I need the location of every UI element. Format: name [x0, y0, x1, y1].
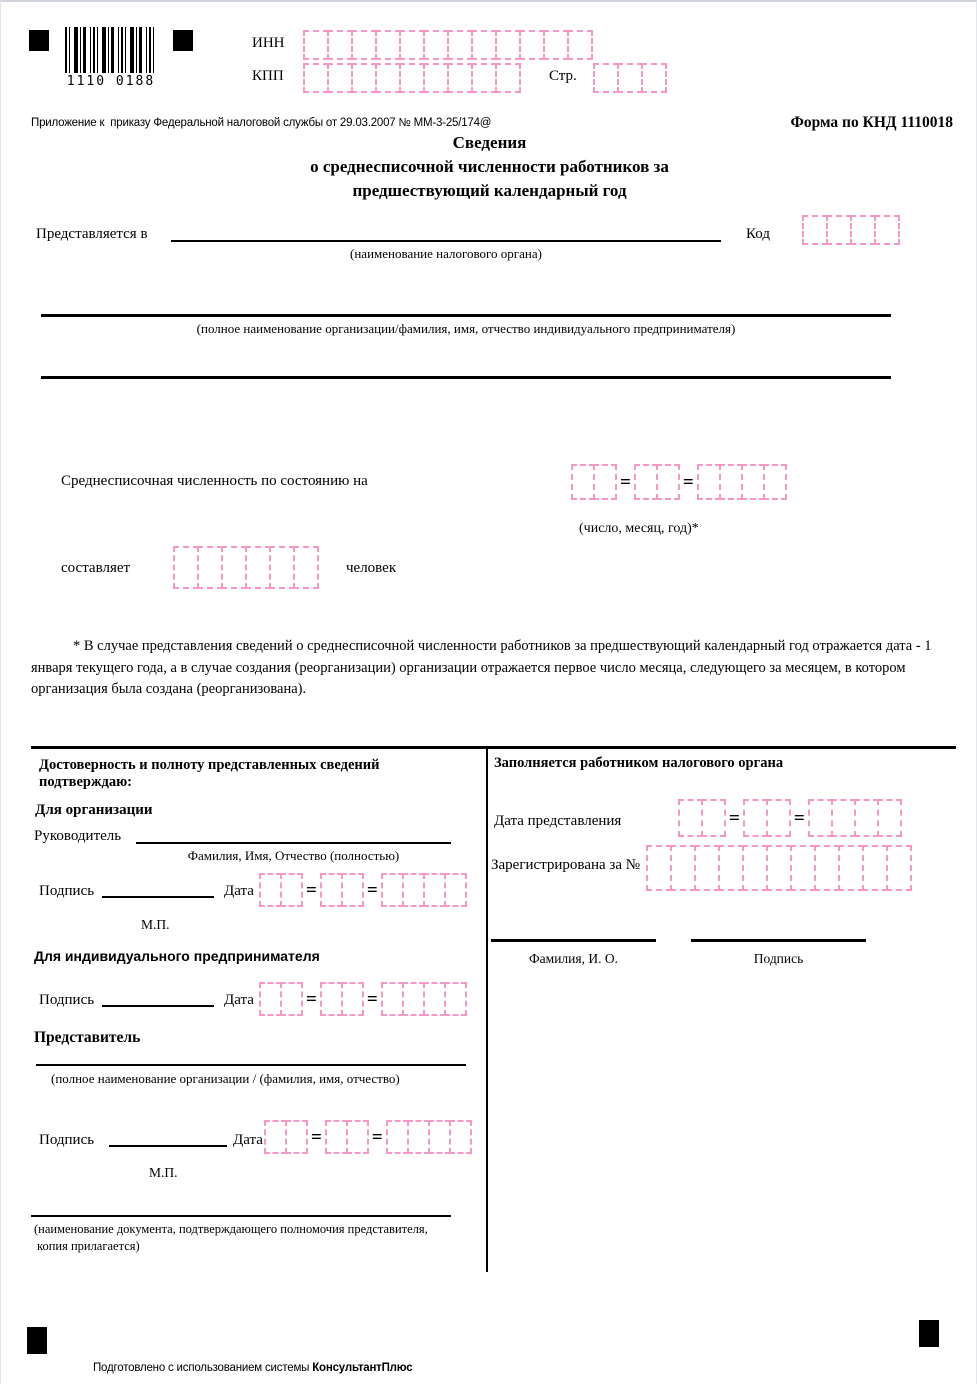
appendix-reference: Приложение к приказу Федеральной налоговой службы от 29.03.2007 № ММ-3-25/174@ — [31, 117, 492, 129]
input-cell[interactable] — [259, 982, 282, 1016]
input-cell[interactable] — [742, 845, 768, 891]
input-cell[interactable] — [173, 546, 199, 589]
barcode-bars-icon — [65, 27, 157, 73]
year-cells — [381, 982, 467, 1016]
input-cell[interactable] — [381, 982, 404, 1016]
input-cell[interactable] — [571, 464, 595, 500]
org-section-heading: Для организации — [35, 802, 153, 818]
input-cell[interactable] — [850, 215, 876, 245]
ip-date-label: Дата — [224, 992, 254, 1008]
credit-prefix: Подготовлено с использованием системы — [92, 1362, 313, 1374]
form-title-line3: предшествующий календарный год — [352, 181, 627, 200]
input-cell[interactable] — [327, 30, 353, 60]
input-cell[interactable] — [802, 215, 828, 245]
input-cell[interactable] — [320, 873, 343, 907]
input-cell[interactable] — [718, 845, 744, 891]
input-cell[interactable] — [697, 464, 721, 500]
unit-label: человек — [346, 560, 397, 576]
input-cell[interactable] — [327, 63, 353, 93]
credit-brand: КонсультантПлюс — [312, 1362, 413, 1374]
input-cell[interactable] — [593, 63, 619, 93]
head-of-org-label: Руководитель — [34, 828, 122, 844]
input-cell[interactable] — [814, 845, 840, 891]
org-name-line-1[interactable] — [41, 314, 891, 317]
ip-sign-label: Подпись — [39, 992, 95, 1008]
input-cell[interactable] — [407, 1120, 430, 1154]
input-cell[interactable] — [341, 982, 364, 1016]
input-cell[interactable] — [831, 799, 856, 837]
inspector-signature-line[interactable] — [691, 939, 866, 942]
day-cells — [678, 799, 726, 837]
day-cells — [264, 1120, 308, 1154]
inspector-sign-caption: Подпись — [753, 951, 804, 966]
inn-label: ИНН — [252, 35, 285, 51]
representative-caption: (полное наименование организации / (фамилия, имя, отчество) — [51, 1071, 400, 1086]
head-name-caption: Фамилия, Имя, Отчество (полностью) — [187, 848, 400, 863]
month-cells — [325, 1120, 369, 1154]
input-cell[interactable] — [444, 873, 467, 907]
year-cells — [808, 799, 902, 837]
input-cell[interactable] — [743, 799, 768, 837]
input-cell[interactable] — [447, 63, 473, 93]
code-cells — [802, 215, 900, 245]
representative-section-heading: Представитель — [34, 1029, 141, 1046]
date-separator: = — [793, 807, 805, 829]
input-cell[interactable] — [280, 873, 303, 907]
rep-date-field — [264, 1120, 472, 1154]
org-sign-label: Подпись — [39, 883, 95, 899]
input-cell[interactable] — [862, 845, 888, 891]
rep-stamp-label: М.П. — [149, 1165, 178, 1180]
input-cell[interactable] — [701, 799, 726, 837]
barcode-number: 1110 0188 — [66, 74, 156, 89]
month-cells — [320, 982, 364, 1016]
input-cell[interactable] — [854, 799, 879, 837]
input-cell[interactable] — [826, 215, 852, 245]
inn-cells — [303, 30, 593, 60]
left-panel-title-line2: подтверждаю: — [39, 774, 132, 790]
input-cell[interactable] — [197, 546, 223, 589]
input-cell[interactable] — [617, 63, 643, 93]
year-cells — [697, 464, 787, 500]
submitted-to-label: Представляется в — [36, 226, 148, 242]
submit-date-label: Дата представления — [494, 813, 622, 829]
input-cell[interactable] — [423, 63, 449, 93]
input-cell[interactable] — [766, 845, 792, 891]
input-cell[interactable] — [245, 546, 271, 589]
date-format-caption: (число, месяц, год)* — [579, 521, 699, 536]
input-cell[interactable] — [402, 982, 425, 1016]
input-cell[interactable] — [381, 873, 404, 907]
input-cell[interactable] — [399, 30, 425, 60]
ip-signature-line[interactable] — [102, 1005, 214, 1007]
registration-mark-bottom-left — [27, 1327, 47, 1354]
input-cell[interactable] — [341, 873, 364, 907]
page-number-label: Стр. — [549, 68, 577, 84]
date-separator: = — [366, 879, 378, 901]
headcount-date-field — [571, 464, 787, 500]
input-cell[interactable] — [428, 1120, 451, 1154]
rep-date-label: Дата — [233, 1132, 263, 1148]
input-cell[interactable] — [264, 1120, 287, 1154]
input-cell[interactable] — [303, 30, 329, 60]
input-cell[interactable] — [634, 464, 658, 500]
input-cell[interactable] — [423, 873, 446, 907]
input-cell[interactable] — [808, 799, 833, 837]
date-separator: = — [620, 471, 631, 493]
input-cell[interactable] — [877, 799, 902, 837]
registered-number-label: Зарегистрирована за № — [491, 857, 641, 873]
input-cell[interactable] — [646, 845, 672, 891]
input-cell[interactable] — [423, 30, 449, 60]
right-panel-title: Заполняется работником налогового органа — [494, 755, 784, 771]
input-cell[interactable] — [656, 464, 680, 500]
registered-number-cells — [646, 845, 912, 891]
submit-date-field — [678, 799, 902, 837]
org-stamp-label: М.П. — [141, 917, 170, 932]
page-number-cells — [593, 63, 667, 93]
input-cell[interactable] — [320, 982, 343, 1016]
input-cell[interactable] — [423, 982, 446, 1016]
year-cells — [381, 873, 467, 907]
input-cell[interactable] — [269, 546, 295, 589]
form-code: Форма по КНД 1110018 — [790, 114, 953, 131]
credit-line — [81, 1350, 412, 1384]
registration-mark-bottom-right — [919, 1320, 939, 1347]
head-name-line[interactable] — [136, 842, 451, 844]
input-cell[interactable] — [280, 982, 303, 1016]
inspector-name-line[interactable] — [491, 939, 656, 942]
input-cell[interactable] — [285, 1120, 308, 1154]
tax-authority-caption: (наименование налогового органа) — [350, 246, 542, 261]
date-separator: = — [311, 1126, 322, 1148]
input-cell[interactable] — [641, 63, 667, 93]
input-cell[interactable] — [790, 845, 816, 891]
amount-label: составляет — [61, 560, 131, 576]
input-cell[interactable] — [886, 845, 912, 891]
kpp-cells — [303, 63, 521, 93]
input-cell[interactable] — [838, 845, 864, 891]
date-separator: = — [306, 988, 317, 1010]
year-cells — [386, 1120, 472, 1154]
day-cells — [571, 464, 617, 500]
form-title-line1: Сведения — [452, 133, 527, 152]
input-cell[interactable] — [495, 63, 521, 93]
input-cell[interactable] — [543, 30, 569, 60]
registration-mark-top-left — [29, 30, 49, 51]
date-separator: = — [371, 1126, 383, 1148]
input-cell[interactable] — [519, 30, 545, 60]
input-cell[interactable] — [346, 1120, 369, 1154]
input-cell[interactable] — [766, 799, 791, 837]
date-separator: = — [682, 471, 694, 493]
input-cell[interactable] — [593, 464, 617, 500]
month-cells — [320, 873, 364, 907]
registration-mark-top-second — [173, 30, 193, 51]
ip-date-field — [259, 982, 467, 1016]
representative-name-line[interactable] — [36, 1064, 466, 1066]
input-cell[interactable] — [293, 546, 319, 589]
org-date-field — [259, 873, 467, 907]
input-cell[interactable] — [259, 873, 282, 907]
inspector-name-caption: Фамилия, И. О. — [529, 951, 618, 966]
input-cell[interactable] — [567, 30, 593, 60]
table-column-divider — [486, 746, 488, 1272]
input-cell[interactable] — [495, 30, 521, 60]
input-cell[interactable] — [375, 30, 401, 60]
org-date-label: Дата — [224, 883, 254, 899]
authority-document-caption-line2: копия прилагается) — [37, 1239, 140, 1253]
form-title-line2: о среднесписочной численности работников за — [310, 157, 669, 176]
input-cell[interactable] — [471, 30, 497, 60]
date-separator: = — [366, 988, 378, 1010]
date-separator: = — [729, 807, 740, 829]
left-panel-title-line1: Достоверность и полноту представленных сведений — [39, 757, 380, 773]
input-cell[interactable] — [670, 845, 696, 891]
input-cell[interactable] — [874, 215, 900, 245]
input-cell[interactable] — [678, 799, 703, 837]
input-cell[interactable] — [741, 464, 765, 500]
input-cell[interactable] — [386, 1120, 409, 1154]
input-cell[interactable] — [471, 63, 497, 93]
footnote-text: * В случае представления сведений о среднесписочной численности работников за предшествующий календарный год отражается дата - 1 января текущего года, а в случае создания (реорганизации) организации отражается первое число месяца, следующего за месяцем, в котором организация была создана (реорганизована). — [31, 638, 932, 697]
input-cell[interactable] — [719, 464, 743, 500]
input-cell[interactable] — [399, 63, 425, 93]
org-name-line-2[interactable] — [41, 376, 891, 379]
form-barcode — [63, 27, 159, 91]
table-top-border — [31, 746, 956, 749]
input-cell[interactable] — [221, 546, 247, 589]
date-separator: = — [306, 879, 317, 901]
input-cell[interactable] — [694, 845, 720, 891]
input-cell[interactable] — [325, 1120, 348, 1154]
input-cell[interactable] — [447, 30, 473, 60]
org-name-caption: (полное наименование организации/фамилия, имя, отчество индивидуального предпринимателя) — [196, 321, 736, 336]
input-cell[interactable] — [303, 63, 329, 93]
tax-authority-name-line[interactable] — [171, 240, 721, 242]
authority-document-line[interactable] — [31, 1215, 451, 1217]
input-cell[interactable] — [351, 30, 377, 60]
day-cells — [259, 982, 303, 1016]
input-cell[interactable] — [763, 464, 787, 500]
headcount-amount-cells — [173, 546, 319, 589]
code-label: Код — [746, 226, 770, 242]
input-cell[interactable] — [402, 873, 425, 907]
rep-sign-label: Подпись — [39, 1132, 95, 1148]
day-cells — [259, 873, 303, 907]
month-cells — [743, 799, 791, 837]
input-cell[interactable] — [351, 63, 377, 93]
input-cell[interactable] — [449, 1120, 472, 1154]
month-cells — [634, 464, 680, 500]
rep-signature-line[interactable] — [109, 1145, 227, 1147]
input-cell[interactable] — [444, 982, 467, 1016]
kpp-label: КПП — [252, 68, 284, 84]
authority-document-caption-line1: (наименование документа, подтверждающего полномочия представителя, — [34, 1222, 428, 1236]
input-cell[interactable] — [375, 63, 401, 93]
headcount-label: Среднесписочная численность по состоянию на — [61, 473, 368, 489]
ip-section-heading: Для индивидуального предпринимателя — [34, 948, 320, 964]
org-signature-line[interactable] — [102, 896, 214, 898]
